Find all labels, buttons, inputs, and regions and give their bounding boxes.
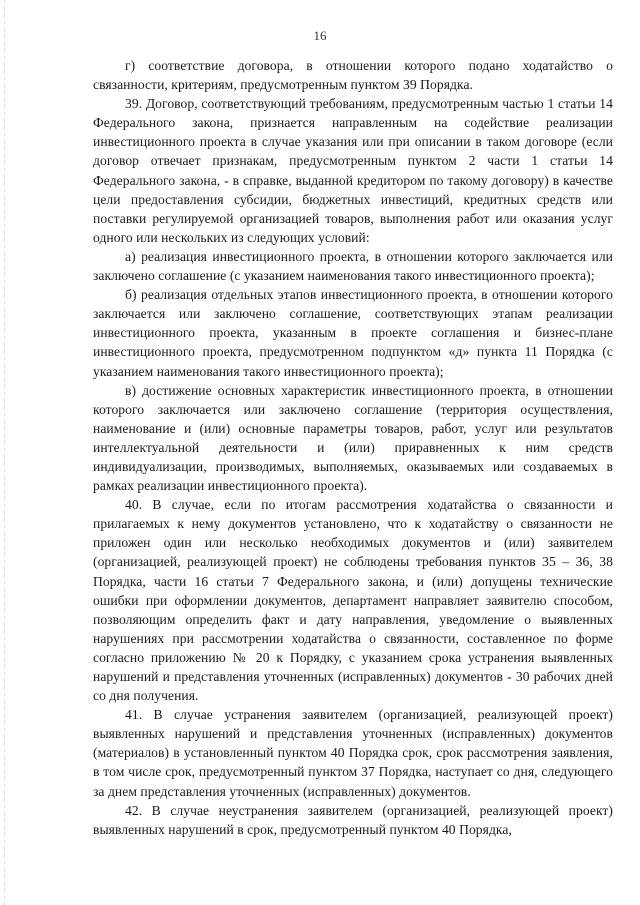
paragraph-39-b: б) реализация отдельных этапов инвестиционного проекта, в отношении которого заключается или заключено соглашение, соответствующих этапам реализации инвестиционного проекта, указанным в проекте соглашения и бизнес-плане инвестиционного проекта, предусмотренном подпунктом «д» пункта 11 Порядка (с указанием наименования такого инвестиционного проекта); bbox=[93, 287, 613, 379]
paragraph-42: 42. В случае неустранения заявителем (организацией, реализующей проект) выявленных нарушений в срок, предусмотренный пунктом 40 Порядка, bbox=[93, 802, 613, 837]
paragraph-39: 39. Договор, соответствующий требованиям, предусмотренным частью 1 статьи 14 Федерального закона, признается направленным на содействие реализации инвестиционного проекта в случае указания или при описании в таком договоре (если договор отвечает признакам, предусмотренным пунктом 2 части 1 статьи 14 Федерального закона, - в справке, выданной кредитором по такому договору) в качестве цели предоставления субсидии, бюджетных инвестиций, кредитных средств или поставки регулируемой организацией товаров, выполнения работ или оказания услуг одного или нескольких из следующих условий: bbox=[93, 96, 613, 245]
paragraph-40: 40. В случае, если по итогам рассмотрения ходатайства о связанности и прилагаемых к нему документов установлено, что к ходатайству о связанности не приложен один или несколько необходимых документов и (или) заявителем (организацией, реализующей проект) не соблюдены требования пунктов 35 – 36, 38 Порядка, части 16 статьи 7 Федерального закона, и (или) допущены технические ошибки при оформлении документов, департамент направляет заявителю способом, позволяющим определить факт и дату направления, уведомление о выявленных нарушениях при рассмотрении ходатайства о связанности, составленное по форме согласно приложению № 20 к Порядку, с указанием срока устранения выявленных нарушений и представления уточненных (исправленных) документов - 30 рабочих дней со дня получения. bbox=[93, 497, 613, 704]
paragraph-38-g: г) соответствие договора, в отношении которого подано ходатайство о связанности, критериям, предусмотренным пунктом 39 Порядка. bbox=[93, 58, 613, 93]
page-number: 16 bbox=[313, 28, 327, 43]
scan-margin-artifact bbox=[4, 0, 5, 905]
paragraph-39-v: в) достижение основных характеристик инвестиционного проекта, в отношении которого заключается или заключено соглашение (территория осуществления, наименование и (или) основные параметры товаров, работ, услуг или результатов интеллектуальной деятельности и (или) приравненных к ним средств индивидуализации, производимых, выполняемых, оказываемых или создаваемых в рамках реализации инвестиционного проекта). bbox=[93, 382, 613, 494]
paragraph-41: 41. В случае устранения заявителем (организацией, реализующей проект) выявленных нарушений и представления уточненных (исправленных) документов (материалов) в установленный пунктом 40 Порядка срок, срок рассмотрения заявления, в том числе срок, предусмотренный пунктом 37 Порядка, наступает со дня, следующего за днем представления уточненных (исправленных) документов. bbox=[93, 707, 613, 799]
paragraph-39-a: а) реализация инвестиционного проекта, в отношении которого заключается или заключено соглашение (с указанием наименования такого инвестиционного проекта); bbox=[93, 248, 613, 284]
document-body bbox=[93, 56, 613, 839]
